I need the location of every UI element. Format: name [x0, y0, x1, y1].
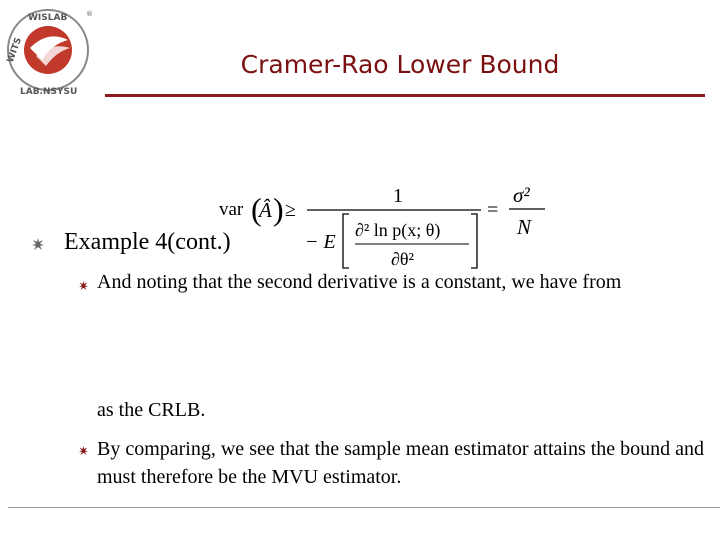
crlb-equation [215, 172, 555, 272]
wits-lab-logo [0, 0, 100, 100]
sub-bullet-icon [79, 281, 88, 290]
logo-bottom-text: LAB.NSYSU [20, 87, 78, 97]
eq-partial-numerator: ∂² ln p(x; θ) [355, 220, 441, 240]
eq-bracket-right [471, 214, 477, 268]
title-underline [105, 94, 705, 97]
eq-paren-left: ( [251, 191, 262, 227]
slide-title: Cramer-Rao Lower Bound [240, 50, 560, 79]
eq-partial-denominator: ∂θ² [391, 249, 414, 269]
eq-paren-right: ) [273, 191, 284, 227]
eq-a-hat: Â [259, 198, 272, 222]
logo-top-text: WISLAB [28, 13, 68, 23]
logo-left-text: WITS [5, 36, 25, 65]
eq-bracket-left [343, 214, 349, 268]
sub-bullet-icon [79, 446, 88, 455]
bullet-crlb-continuation: as the CRLB. [97, 399, 206, 421]
eq-numerator: 1 [393, 185, 403, 207]
bullet-second-derivative: And noting that the second derivative is a constant, we have from [97, 271, 622, 293]
eq-geq: ≥ [285, 199, 296, 221]
eq-minus-e: − E [305, 231, 336, 253]
eq-equals: = [487, 199, 499, 221]
eq-rhs-denominator: N [517, 215, 532, 239]
eq-var: var [219, 199, 244, 220]
bullet-icon [32, 238, 44, 250]
footer-divider [8, 507, 720, 508]
logo-registered-mark: ® [86, 10, 93, 18]
eq-rhs-numerator: σ² [513, 183, 530, 207]
bullet-example: Example 4(cont.) [64, 229, 231, 255]
bullet-mvu-estimator: By comparing, we see that the sample mean estimator attains the bound and must therefore be the MVU estimator. [97, 438, 705, 488]
